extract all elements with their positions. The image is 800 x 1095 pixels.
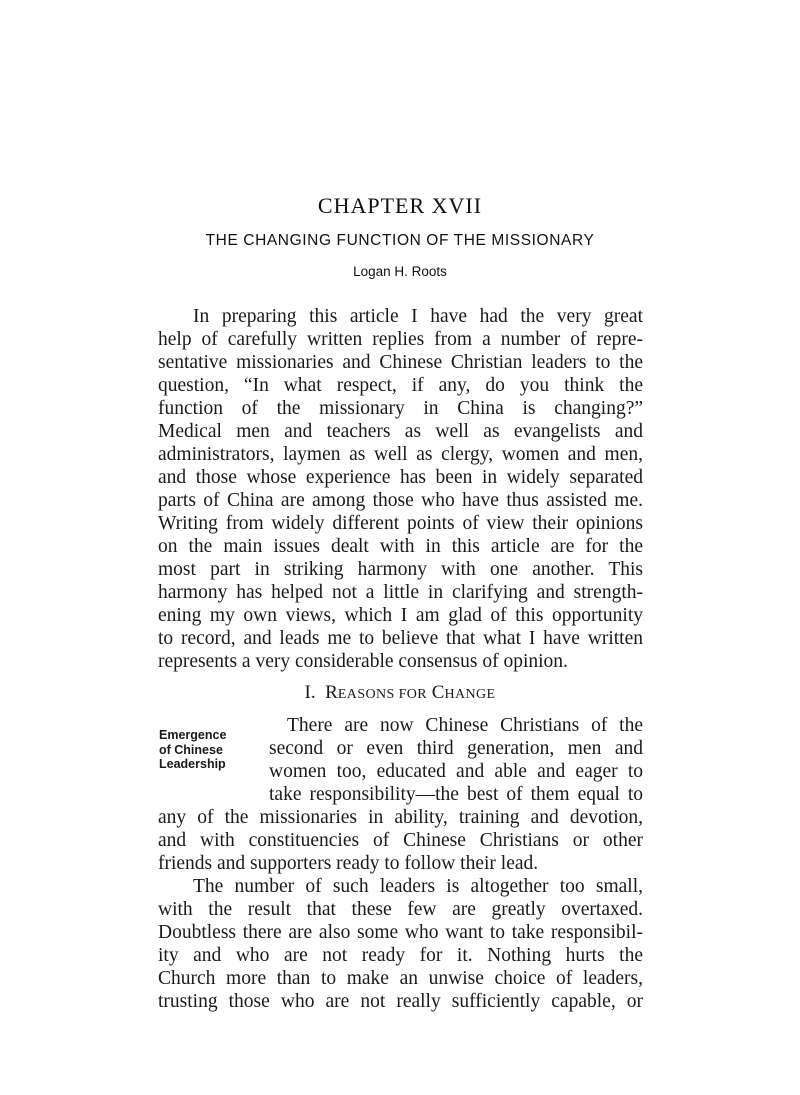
text-line: take responsibility—the best of them equal to <box>269 784 643 805</box>
author-name: Logan H. Roots <box>353 264 447 279</box>
text-line: question, “In what respect, if any, do you think the <box>158 375 643 396</box>
text-line: second or even third generation, men and <box>269 738 643 759</box>
text-line: There are now Chinese Christians of the <box>287 715 643 736</box>
sidenote-line: Leadership <box>159 757 226 771</box>
text-line: any of the missionaries in ability, training and devotion, <box>158 807 643 828</box>
chapter-title: THE CHANGING FUNCTION OF THE MISSIONARY <box>205 232 595 249</box>
text-line: Medical men and teachers as well as evangelists and <box>158 421 643 442</box>
margin-sidenote <box>159 728 259 772</box>
text-line: administrators, laymen as well as clergy, women and men, <box>158 444 643 465</box>
text-line: help of carefully written replies from a number of repre- <box>158 329 643 350</box>
section-heading-reasons-for-change <box>0 682 800 704</box>
text-line: represents a very considerable consensus of opinion. <box>158 651 568 672</box>
text-line: trusting those who are not really sufficiently capable, or <box>158 991 643 1012</box>
text-line: with the result that these few are greatly overtaxed. <box>158 899 643 920</box>
text-line: Church more than to make an unwise choice of leaders, <box>158 968 643 989</box>
text-line: on the main issues dealt with in this article are for the <box>158 536 643 557</box>
text-line: most part in striking harmony with one another. This <box>158 559 643 580</box>
text-line: function of the missionary in China is changing?” <box>158 398 643 419</box>
section-numeral: I. <box>304 682 316 703</box>
section-title-r-rest: EASONS FOR <box>337 687 428 702</box>
section-title-c-rest: HANGE <box>444 687 496 702</box>
text-line: women too, educated and able and eager to <box>269 761 643 782</box>
section-title-r-cap: R <box>325 682 338 703</box>
sidenote-line: Emergence <box>159 728 227 742</box>
text-line: and with constituencies of Chinese Christians or other <box>158 830 643 851</box>
section-title-c-cap: C <box>431 682 445 703</box>
text-line: parts of China are among those who have thus assisted me. <box>158 490 643 511</box>
text-line: sentative missionaries and Chinese Christian leaders to the <box>158 352 643 373</box>
text-line: harmony has helped not a little in clarifying and strength- <box>158 582 643 603</box>
sidenote-line: of Chinese <box>159 742 223 757</box>
text-line: In preparing this article I have had the very great <box>193 306 643 327</box>
text-line: Doubtless there are also some who want to take responsibil- <box>158 922 643 943</box>
text-line: to record, and leads me to believe that what I have written <box>158 628 643 649</box>
text-line: friends and supporters ready to follow their lead. <box>158 853 539 874</box>
chapter-heading: CHAPTER XVII <box>317 193 483 218</box>
text-line: ity and who are not ready for it. Nothing hurts the <box>158 945 643 966</box>
text-line: The number of such leaders is altogether too small, <box>193 876 643 897</box>
text-line: ening my own views, which I am glad of this opportunity <box>158 605 643 626</box>
text-line: Writing from widely different points of view their opinions <box>158 513 643 534</box>
text-line: and those whose experience has been in widely separated <box>158 467 643 488</box>
